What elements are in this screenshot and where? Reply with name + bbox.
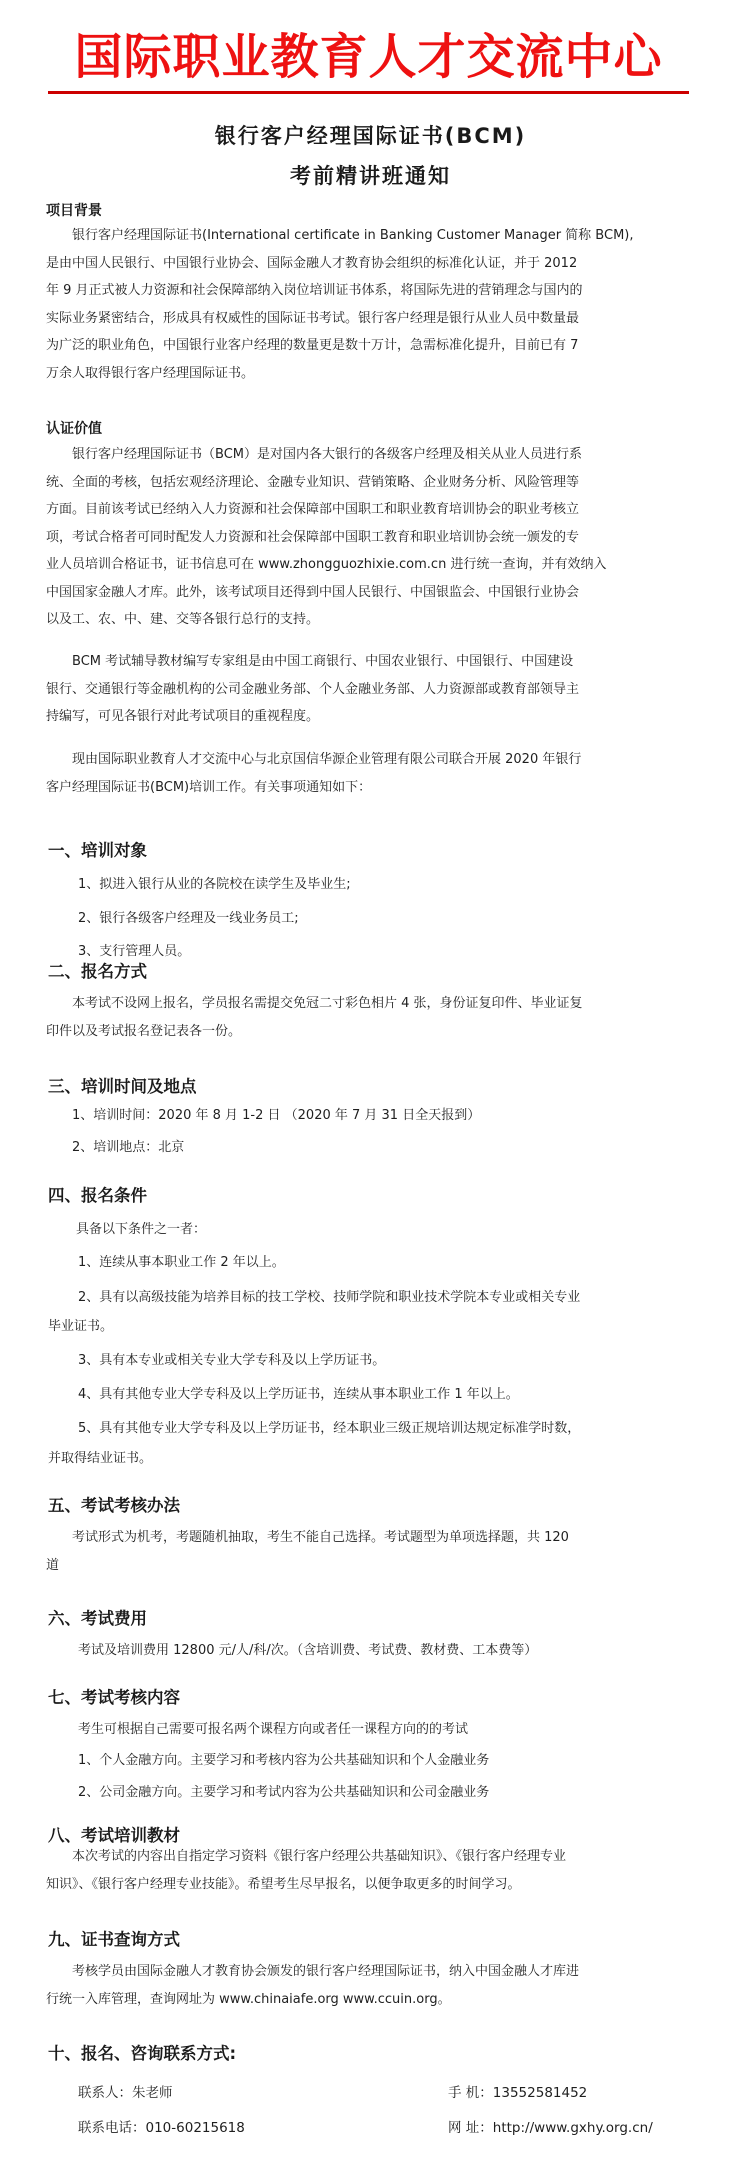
section-8-paragraph	[46, 1843, 676, 1898]
paragraph-line: 中国国家金融人才库。此外，该考试项目还得到中国人民银行、中国银监会、中国银行业协会	[46, 584, 580, 600]
paragraph-line: 持编写，可见各银行对此考试项目的重视程度。	[46, 709, 320, 724]
list-item: 1、培训时间：2020 年 8 月 1-2 日 （2020 年 7 月 31 日全天报到）	[72, 1108, 481, 1123]
contact-phone: 联系电话：010-60215618	[78, 2120, 245, 2136]
section-4-heading: 四、报名条件	[48, 1186, 147, 1205]
section-1-heading: 一、培训对象	[48, 841, 147, 860]
paragraph-line: 现由国际职业教育人才交流中心与北京国信华源企业管理有限公司联合开展 2020 年银行	[72, 752, 582, 767]
paragraph-line: 行统一入库管理，查询网址为 www.chinaiafe.org www.ccuin.org。	[46, 1991, 451, 2007]
paragraph-line: 考核学员由国际金融人才教育协会颁发的银行客户经理国际证书，纳入中国金融人才库进	[72, 1964, 580, 1979]
paragraph-line: 为广泛的职业角色，中国银行业客户经理的数量更是数十万计，急需标准化提升，目前已有 7	[46, 338, 579, 353]
paragraph-line: 方面。目前该考试已经纳入人力资源和社会保障部中国职工和职业教育培训协会的职业考核立	[46, 502, 580, 517]
paragraph-line: 统、全面的考核，包括宏观经济理论、金融专业知识、营销策略、企业财务分析、风险管理等	[46, 474, 580, 490]
paragraph-line: 是由中国人民银行、中国银行业协会、国际金融人才教育协会组织的标准化认证，并于 2012	[46, 255, 578, 271]
paragraph-line: 万余人取得银行客户经理国际证书。	[46, 365, 255, 381]
section-4-intro: 具备以下条件之一者：	[76, 1222, 207, 1237]
section-3-heading: 三、培训时间及地点	[48, 1077, 197, 1096]
section-8-heading: 八、考试培训教材	[48, 1826, 180, 1845]
paragraph-line: 银行客户经理国际证书(International certificate in Banking Customer Manager 简称 BCM),	[72, 228, 634, 243]
section-6-heading: 六、考试费用	[48, 1609, 147, 1628]
list-item: 2、培训地点：北京	[72, 1140, 185, 1155]
paragraph-line: BCM 考试辅导教材编写专家组是由中国工商银行、中国农业银行、中国银行、中国建设	[72, 654, 574, 669]
paragraph-line: 考试形式为机考，考题随机抽取，考生不能自己选择。考试题型为单项选择题，共 120	[72, 1530, 569, 1545]
list-item: 3、具有本专业或相关专业大学专科及以上学历证书。	[78, 1353, 386, 1368]
paragraph-line: 业人员培训合格证书，证书信息可在 www.zhongguozhixie.com.cn 进行统一查询，并有效纳入	[46, 557, 607, 572]
list-item: 1、连续从事本职业工作 2 年以上。	[78, 1255, 285, 1270]
section-5-heading: 五、考试考核办法	[48, 1496, 180, 1515]
contact-name: 联系人：朱老师	[78, 2085, 173, 2101]
list-item: 2、银行各级客户经理及一线业务员工;	[78, 911, 299, 926]
list-item: 2、公司金融方向。主要学习和考试内容为公共基础知识和公司金融业务	[78, 1785, 490, 1800]
list-item: 4、具有其他专业大学专科及以上学历证书，连续从事本职业工作 1 年以上。	[78, 1387, 519, 1402]
list-item: 5、具有其他专业大学专科及以上学历证书，经本职业三级正规培训达规定标准学时数，	[78, 1421, 581, 1436]
list-item: 1、个人金融方向。主要学习和考核内容为公共基础知识和个人金融业务	[78, 1753, 490, 1768]
section-2-heading: 二、报名方式	[48, 962, 147, 981]
paragraph-line: 银行客户经理国际证书（BCM）是对国内各大银行的各级客户经理及相关从业人员进行系	[72, 447, 582, 462]
list-item: 3、支行管理人员。	[78, 944, 191, 959]
paragraph-line: 项，考试合格者可同时配发人力资源和社会保障部中国职工教育和职业培训协会统一颁发的专	[46, 529, 580, 545]
section-7-heading: 七、考试考核内容	[48, 1688, 180, 1707]
paragraph-line: 实际业务紧密结合，形成具有权威性的国际证书考试。银行客户经理是银行从业人员中数量最	[46, 310, 580, 326]
section-6-text: 考试及培训费用 12800 元/人/科/次。（含培训费、考试费、教材费、工本费等）	[78, 1643, 538, 1658]
contact-mobile: 手 机：13552581452	[448, 2085, 588, 2101]
paragraph-line: 道	[46, 1557, 60, 1573]
paragraph-line: 知识》、《银行客户经理专业技能》。希望考生尽早报名，以便争取更多的时间学习。	[46, 1876, 521, 1892]
value-paragraph-2	[46, 648, 676, 731]
paragraph-line: 以及工、农、中、建、交等各银行总行的支持。	[46, 612, 320, 627]
list-item: 2、具有以高级技能为培养目标的技工学校、技师学院和职业技术学院本专业或相关专业	[78, 1290, 581, 1305]
paragraph-line: 印件以及考试报名登记表各一份。	[46, 1023, 242, 1039]
paragraph-line: 客户经理国际证书(BCM)培训工作。有关事项通知如下：	[46, 779, 372, 795]
background-heading: 项目背景	[46, 203, 102, 219]
doc-title-line1: 银行客户经理国际证书(BCM)	[214, 124, 527, 148]
value-paragraph-3	[46, 746, 676, 801]
contact-website-link[interactable]: 网 址：http://www.gxhy.org.cn/	[448, 2120, 653, 2136]
banner-title: 国际职业教育人才交流中心	[48, 26, 689, 94]
paragraph-line: 年 9 月正式被人力资源和社会保障部纳入岗位培训证书体系，将国际先进的营销理念与国内的	[46, 283, 583, 298]
list-item: 1、拟进入银行从业的各院校在读学生及毕业生;	[78, 877, 351, 892]
section-9-paragraph	[46, 1958, 676, 2013]
section-2-paragraph	[46, 990, 676, 1045]
doc-title-line2: 考前精讲班通知	[290, 164, 451, 188]
value-heading: 认证价值	[46, 421, 102, 437]
section-10-heading: 十、报名、咨询联系方式:	[48, 2044, 237, 2063]
section-5-paragraph	[46, 1524, 676, 1579]
list-item: 并取得结业证书。	[48, 1451, 153, 1466]
paragraph-line: 银行、交通银行等金融机构的公司金融业务部、个人金融业务部、人力资源部或教育部领导主	[46, 681, 580, 697]
section-9-heading: 九、证书查询方式	[48, 1930, 180, 1949]
section-7-intro: 考生可根据自己需要可报名两个课程方向或者任一课程方向的的考试	[78, 1722, 469, 1737]
background-paragraph	[46, 222, 676, 387]
value-paragraph-1	[46, 441, 676, 634]
paragraph-line: 本考试不设网上报名，学员报名需提交免冠二寸彩色相片 4 张，身份证复印件、毕业证复	[72, 996, 583, 1011]
paragraph-line: 本次考试的内容出自指定学习资料《银行客户经理公共基础知识》、《银行客户经理专业	[72, 1849, 567, 1864]
list-item: 毕业证书。	[48, 1319, 114, 1334]
